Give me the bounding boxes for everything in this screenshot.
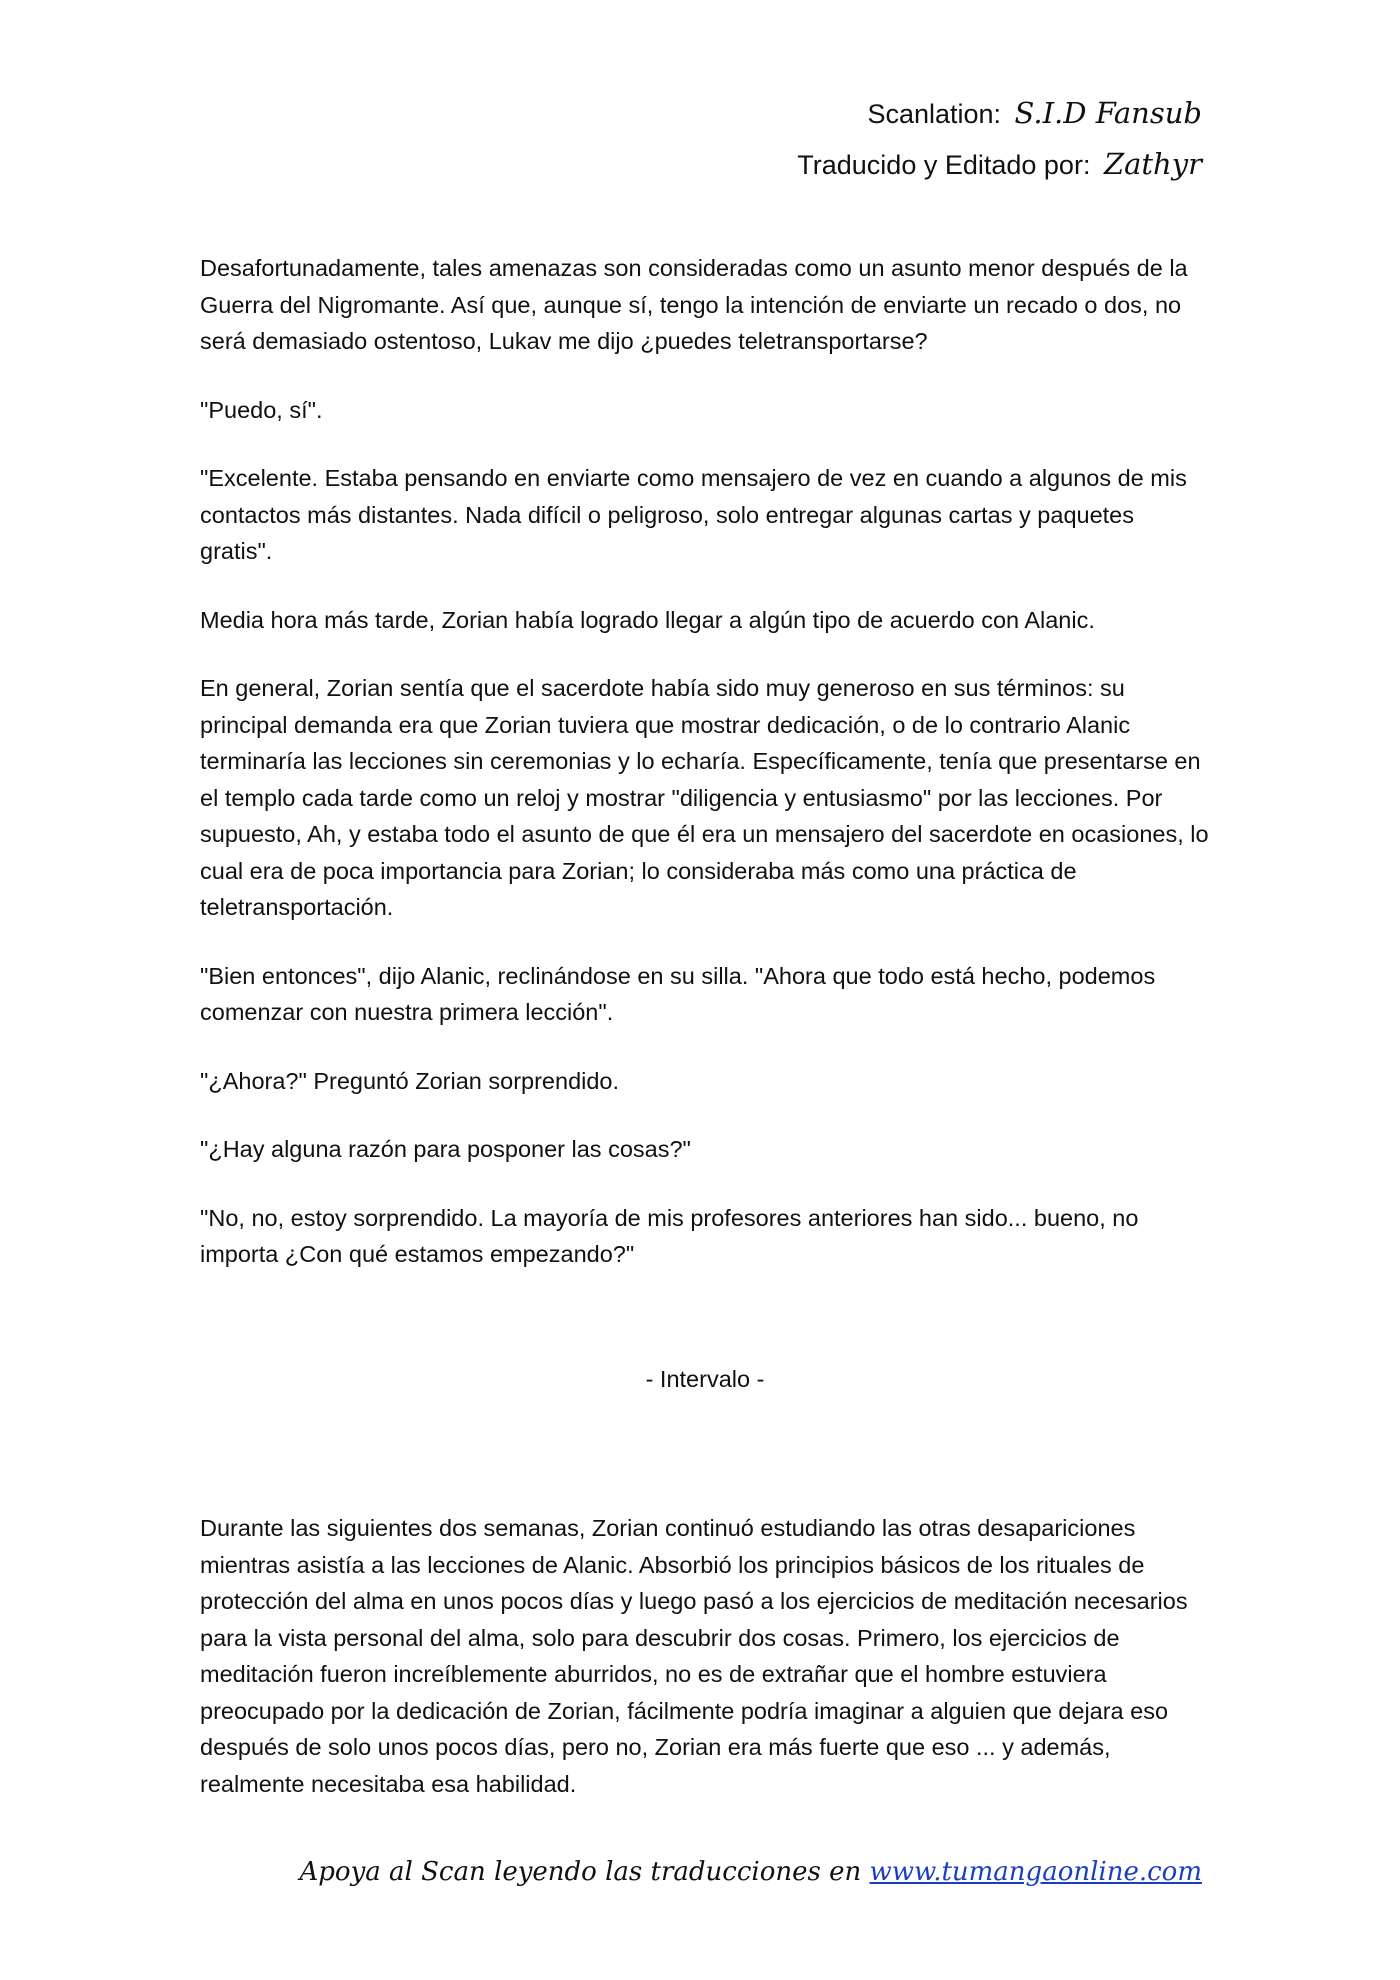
footer-text: Apoya al Scan leyendo las traducciones en xyxy=(299,1857,862,1887)
paragraph: "¿Hay alguna razón para posponer las cosas?" xyxy=(200,1136,691,1162)
translator-label: Traducido y Editado por: xyxy=(797,150,1091,180)
translator-name: Zathyr xyxy=(1103,147,1202,181)
paragraph: "Excelente. Estaba pensando en enviarte como mensajero de vez en cuando a algunos de mis contactos más distantes. Nada difícil o peligroso, solo entregar algunas cartas y paquetes gratis". xyxy=(200,465,1187,564)
paragraph: Desafortunadamente, tales amenazas son consideradas como un asunto menor después de la Guerra del Nigromante. Así que, aunque sí, tengo la intención de enviarte un recado o dos, no será demasiado ostentoso, Lukav me dijo ¿puedes teletransportarse? xyxy=(200,255,1188,354)
paragraph: En general, Zorian sentía que el sacerdote había sido muy generoso en sus términos: su principal demanda era que Zorian tuviera que mostrar dedicación, o de lo contrario Alanic terminaría las lecciones sin ceremonias y lo echaría. Específicamente, tenía que presentarse en el templo cada tarde como un reloj y mostrar "diligencia y entusiasmo" por las lecciones. Por supuesto, Ah, y estaba todo el asunto de que él era un mensajero del sacerdote en ocasiones, lo cual era de poca importancia para Zorian; lo consideraba más como una práctica de teletransportación. xyxy=(200,675,1209,920)
credits-header xyxy=(797,88,1202,190)
scanlation-credit xyxy=(797,88,1202,139)
paragraph: "Puedo, sí". xyxy=(200,396,323,423)
scanlation-group: S.I.D Fansub xyxy=(1014,96,1202,130)
chapter-text xyxy=(200,250,1210,1834)
section-break: - Intervalo - xyxy=(645,1365,765,1392)
paragraph: Media hora más tarde, Zorian había logrado llegar a algún tipo de acuerdo con Alanic. xyxy=(200,606,1095,633)
footer-note xyxy=(300,1857,1202,1887)
footer-link[interactable]: www.tumangaonline.com xyxy=(869,1857,1202,1887)
paragraph: "No, no, estoy sorprendido. La mayoría de mis profesores anteriores han sido... bueno, no importa ¿Con qué estamos empezando?" xyxy=(200,1204,1139,1267)
translator-credit xyxy=(797,139,1202,190)
paragraph: "Bien entonces", dijo Alanic, reclinándose en su silla. "Ahora que todo está hecho, podemos comenzar con nuestra primera lección". xyxy=(200,962,1156,1025)
paragraph: Durante las siguientes dos semanas, Zorian continuó estudiando las otras desapariciones mientras asistía a las lecciones de Alanic. Absorbió los principios básicos de los rituales de protección del alma en unos pocos días y luego pasó a los ejercicios de meditación necesarios para la vista personal del alma, solo para descubrir dos cosas. Primero, los ejercicios de meditación fueron increíblemente aburridos, no es de extrañar que el hombre estuviera preocupado por la dedicación de Zorian, fácilmente podría imaginar a alguien que dejara eso después de solo unos pocos días, pero no, Zorian era más fuerte que eso ... y además, realmente necesitaba esa habilidad. xyxy=(200,1515,1188,1797)
paragraph: "¿Ahora?" Preguntó Zorian sorprendido. xyxy=(200,1067,620,1094)
scanlation-label: Scanlation: xyxy=(867,99,1002,129)
